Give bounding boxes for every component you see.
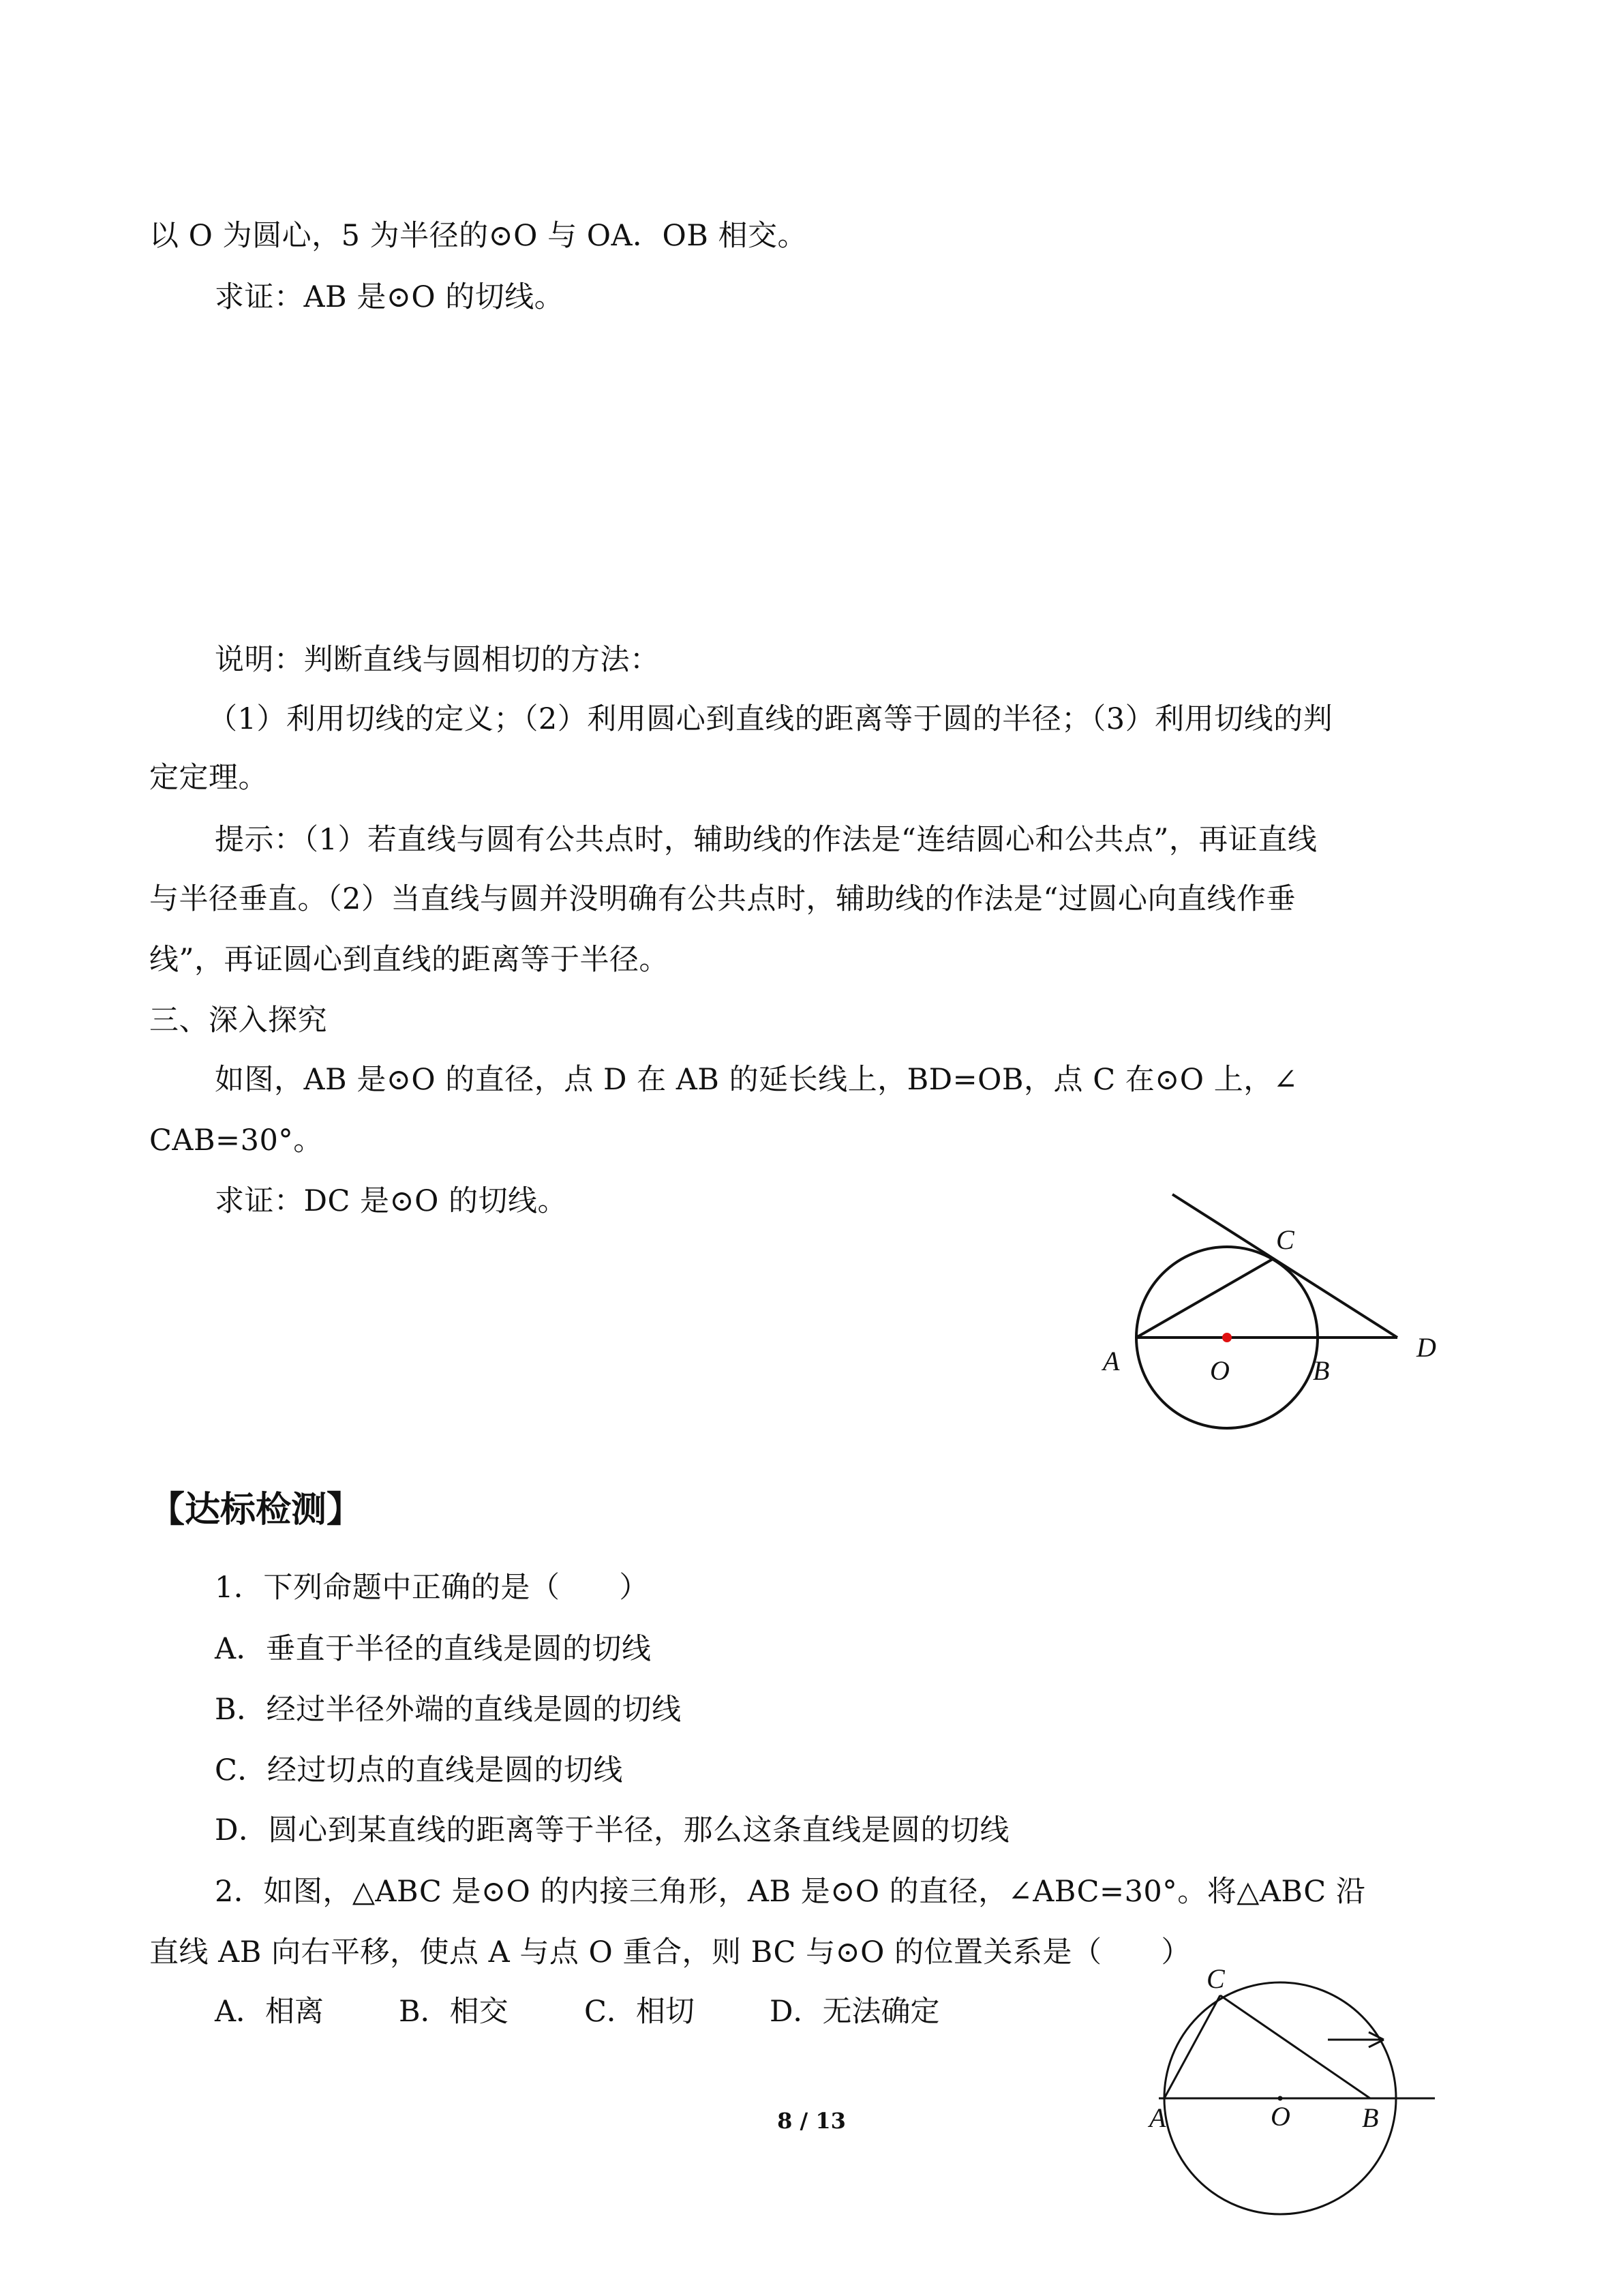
note-methods-1: （1）利用切线的定义；（2）利用圆心到直线的距离等于圆的半径；（3）利用切线的判 xyxy=(208,702,1333,736)
q2-option-a: A．相离 xyxy=(215,1995,324,2029)
page-number: 8 / 13 xyxy=(777,2108,846,2134)
note-methods-2: 定定理。 xyxy=(149,761,268,795)
hint-line-1: 提示：（1）若直线与圆有公共点时，辅助线的作法是“连结圆心和公共点”，再证直线 xyxy=(215,823,1318,857)
q2-stem-2: 直线 AB 向右平移，使点 A 与点 O 重合，则 BC 与⊙O 的位置关系是（ ） xyxy=(149,1935,1192,1969)
section3-problem-1: 如图，AB 是⊙O 的直径，点 D 在 AB 的延长线上，BD=OB，点 C 在⊙O 上，∠ xyxy=(215,1063,1299,1097)
figure1-label-a: A xyxy=(1103,1346,1120,1376)
figure2-side-cb xyxy=(1220,1995,1370,2098)
figure2-side-ac xyxy=(1164,1995,1220,2098)
figure1-center-dot xyxy=(1222,1333,1232,1342)
figure1-label-o: O xyxy=(1210,1355,1230,1386)
q2-stem-1: 2．如图，△ABC 是⊙O 的内接三角形，AB 是⊙O 的直径，∠ABC=30°。将△ABC 沿 xyxy=(215,1875,1366,1909)
q2-option-b: B．相交 xyxy=(399,1995,509,2029)
figure2-label-c: C xyxy=(1207,1963,1225,1994)
figure1-line-ac xyxy=(1136,1259,1273,1338)
test-heading: 【达标检测】 xyxy=(149,1490,363,1530)
figure2-label-a: A xyxy=(1149,2102,1166,2133)
top-line-1: 以 O 为圆心，5 为半径的⊙O 与 OA．OB 相交。 xyxy=(149,219,808,253)
top-prove: 求证：AB 是⊙O 的切线。 xyxy=(215,280,564,314)
hint-line-3: 线”，再证圆心到直线的距离等于半径。 xyxy=(149,943,669,977)
figure2-center-dot xyxy=(1278,2096,1283,2101)
figure1-label-b: B xyxy=(1313,1355,1330,1386)
q1-option-d: D．圆心到某直线的距离等于半径，那么这条直线是圆的切线 xyxy=(215,1813,1010,1847)
q1-option-a: A．垂直于半径的直线是圆的切线 xyxy=(215,1632,652,1666)
q1-stem: 1．下列命题中正确的是（ ） xyxy=(215,1571,649,1605)
q2-options xyxy=(215,1993,939,2031)
figure-2-translation-diagram xyxy=(1145,1957,1445,2222)
q2-option-c: C．相切 xyxy=(584,1995,695,2029)
note-title: 说明：判断直线与圆相切的方法： xyxy=(215,643,660,677)
q1-option-c: C．经过切点的直线是圆的切线 xyxy=(215,1753,623,1787)
section3-title: 三、深入探究 xyxy=(149,1003,327,1038)
figure1-label-c: C xyxy=(1276,1224,1294,1255)
figure1-label-d: D xyxy=(1416,1332,1436,1363)
section3-prove: 求证：DC 是⊙O 的切线。 xyxy=(215,1184,567,1218)
q1-option-b: B．经过半径外端的直线是圆的切线 xyxy=(215,1693,682,1727)
section3-problem-2: CAB=30°。 xyxy=(149,1123,323,1158)
figure-1-tangent-diagram xyxy=(1077,1173,1459,1472)
q2-option-d: D．无法确定 xyxy=(770,1995,940,2029)
figure1-tangent-line xyxy=(1172,1194,1397,1338)
hint-line-2: 与半径垂直。（2）当直线与圆并没明确有公共点时，辅助线的作法是“过圆心向直线作垂 xyxy=(149,882,1296,916)
figure2-label-b: B xyxy=(1362,2102,1379,2133)
figure2-label-o: O xyxy=(1271,2101,1290,2132)
